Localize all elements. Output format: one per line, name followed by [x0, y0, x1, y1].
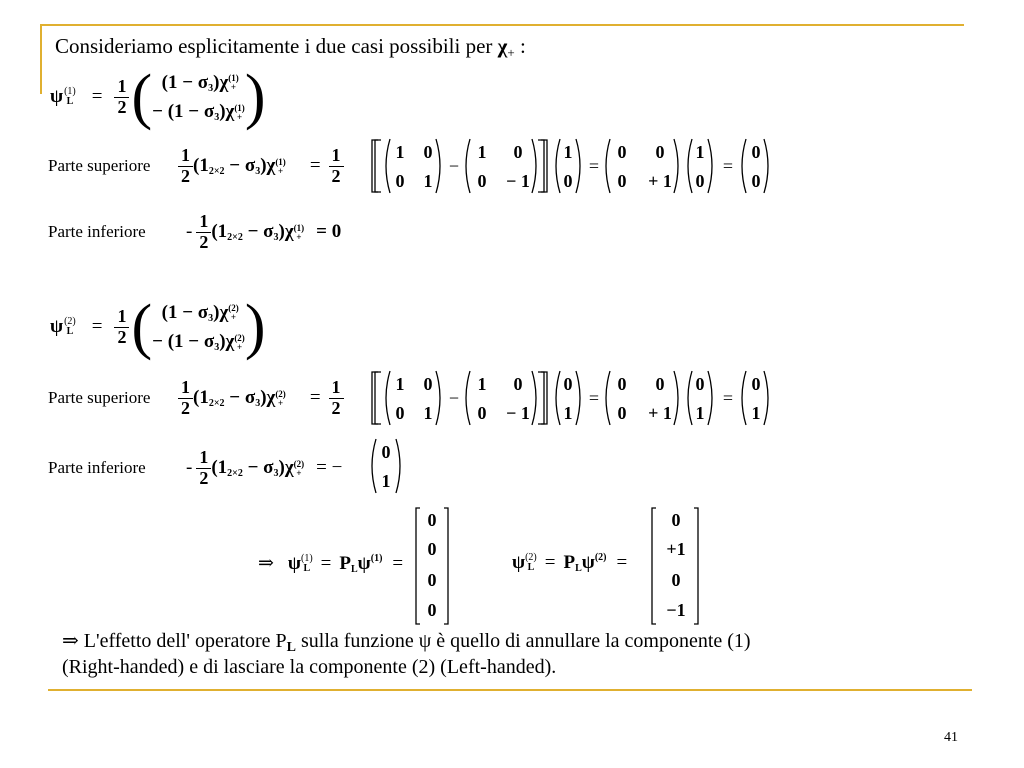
psi1-definition: ψ (1) L = $\frac{1}{2}$ ( $(1 - \sigma_3)\chi$ (1) + − $(1 - \sigma_3)\chi$ (1) + ): [50, 63, 266, 131]
svg-text:+1: +1: [666, 539, 686, 559]
projection-eq-1: ⇒ ψ (1) L = $P_L\psi^{(1)}$ =: [258, 552, 404, 575]
svg-text:0: 0: [423, 374, 433, 394]
svg-text:0: 0: [617, 374, 627, 394]
svg-text:−: −: [448, 388, 460, 408]
case2-inf-eq: - $\frac{1}{2}$ $(1_{2\times 2} - \sigma_3)\chi$ (2) + = −: [186, 446, 343, 488]
svg-text:1: 1: [477, 142, 487, 162]
case2-inf-label: Parte inferiore: [48, 458, 146, 477]
svg-text:−1: −1: [666, 600, 686, 620]
page-number: 41: [944, 730, 958, 745]
svg-text:1: 1: [381, 471, 391, 491]
title-text: Consideriamo esplicitamente i due casi possibili per: [55, 34, 493, 58]
title-colon: :: [519, 34, 526, 58]
conclusion-line-2: (Right-handed) e di lasciare la componente (2) (Left-handed).: [62, 656, 557, 678]
svg-text:=: =: [588, 388, 600, 408]
svg-text:0: 0: [423, 142, 433, 162]
svg-text:0: 0: [513, 142, 523, 162]
svg-text:0: 0: [695, 374, 705, 394]
case2-sup-matrices: [370, 368, 780, 428]
svg-text:1: 1: [423, 403, 433, 423]
case1-inf-eq: - $\frac{1}{2}$ $(1_{2\times 2} - \sigma_3)\chi$ (1) + = 0: [186, 210, 342, 252]
svg-text:+ 1: + 1: [648, 403, 672, 423]
case2-inf-vector: [368, 436, 408, 496]
svg-text:0: 0: [427, 600, 437, 620]
svg-text:=: =: [588, 156, 600, 176]
svg-text:1: 1: [395, 142, 405, 162]
case1-sup-lhs: $\frac{1}{2}$ $(1_{2\times 2} - \sigma_3)\chi$ (1) + = $\frac{1}{2}$: [178, 140, 344, 192]
svg-text:− 1: − 1: [506, 171, 530, 191]
svg-text:1: 1: [395, 374, 405, 394]
svg-text:0: 0: [427, 570, 437, 590]
conclusion-line-1: ⇒ L'effetto dell' operatore $P_L$ sulla funzione ψ è quello di annullare la componente (1): [62, 630, 751, 655]
svg-text:0: 0: [617, 403, 627, 423]
svg-text:1: 1: [477, 374, 487, 394]
case1-inf-result: = 0: [316, 221, 342, 242]
svg-text:0: 0: [395, 171, 405, 191]
svg-text:1: 1: [423, 171, 433, 191]
case2-sup-lhs: $\frac{1}{2}$ $(1_{2\times 2} - \sigma_3)\chi$ (2) + = $\frac{1}{2}$: [178, 372, 344, 424]
implies-arrow: ⇒: [258, 553, 274, 574]
svg-text:1: 1: [695, 403, 705, 423]
slide-title: [55, 34, 526, 61]
svg-text:0: 0: [427, 510, 437, 530]
svg-text:0: 0: [671, 510, 681, 530]
svg-text:+ 1: + 1: [648, 171, 672, 191]
svg-text:0: 0: [655, 142, 665, 162]
svg-text:0: 0: [695, 171, 705, 191]
svg-text:0: 0: [751, 142, 761, 162]
projection-vector-2: [648, 506, 704, 626]
bottom-rule: [48, 689, 972, 691]
svg-text:=: =: [722, 388, 734, 408]
svg-text:0: 0: [671, 570, 681, 590]
psi2-definition: ψ (2) L = $\frac{1}{2}$ ( $(1 - \sigma_3)\chi$ (2) + − $(1 - \sigma_3)\chi$ (2) + ): [50, 293, 266, 361]
projection-vector-1: [412, 506, 454, 626]
svg-text:1: 1: [695, 142, 705, 162]
svg-text:0: 0: [513, 374, 523, 394]
svg-text:0: 0: [655, 374, 665, 394]
svg-text:0: 0: [617, 142, 627, 162]
svg-text:0: 0: [381, 442, 391, 462]
svg-text:0: 0: [751, 171, 761, 191]
svg-text:0: 0: [427, 539, 437, 559]
top-rule: [40, 24, 964, 26]
svg-text:0: 0: [617, 171, 627, 191]
svg-text:1: 1: [563, 403, 573, 423]
chi-symbol: χ: [497, 34, 508, 58]
svg-text:0: 0: [563, 171, 573, 191]
svg-text:0: 0: [751, 374, 761, 394]
svg-text:0: 0: [477, 403, 487, 423]
chi-sub: +: [507, 45, 515, 60]
svg-text:0: 0: [395, 403, 405, 423]
svg-text:0: 0: [477, 171, 487, 191]
left-rule: [40, 24, 42, 94]
projection-eq-2: ψ (2) L = $P_L\psi^{(2)}$ =: [512, 552, 628, 574]
svg-text:0: 0: [563, 374, 573, 394]
svg-text:− 1: − 1: [506, 403, 530, 423]
svg-text:1: 1: [751, 403, 761, 423]
svg-text:−: −: [448, 156, 460, 176]
case1-sup-label: Parte superiore: [48, 156, 151, 175]
svg-text:1: 1: [563, 142, 573, 162]
svg-text:=: =: [722, 156, 734, 176]
case1-sup-matrices: [370, 136, 780, 196]
case1-inf-label: Parte inferiore: [48, 222, 146, 241]
case2-sup-label: Parte superiore: [48, 388, 151, 407]
